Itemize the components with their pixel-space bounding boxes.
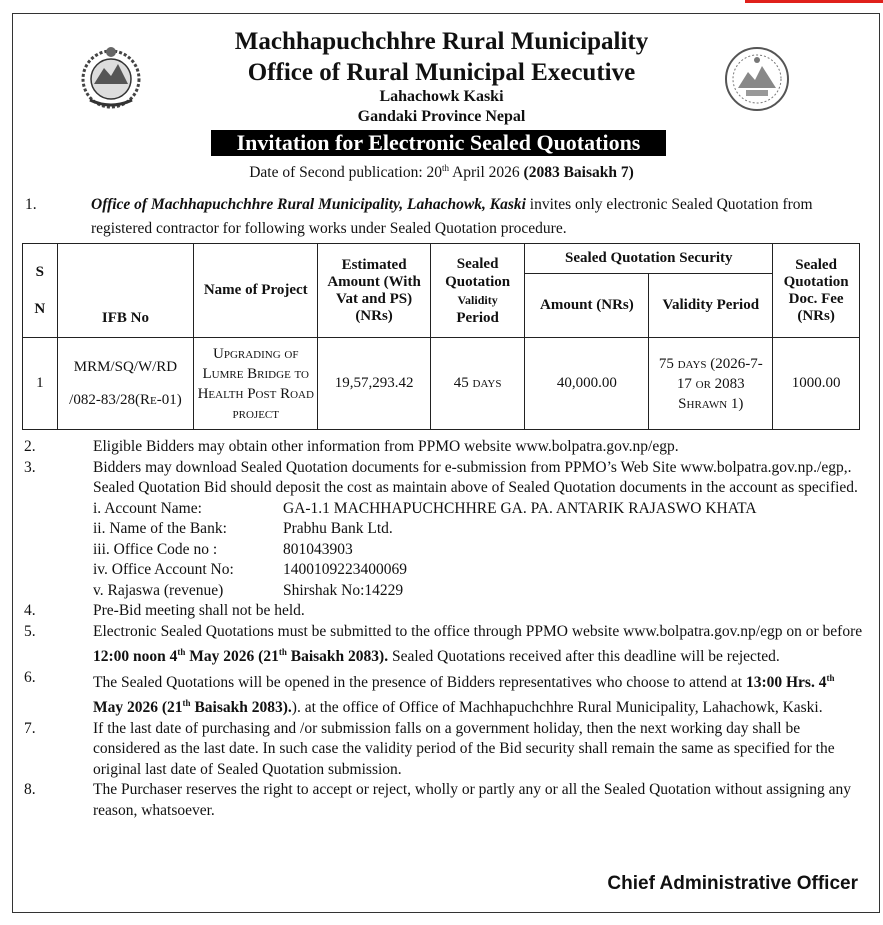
deadline-sup: th — [177, 647, 186, 657]
item-text: Eligible Bidders may obtain other information from PPMO website www.bolpatra.gov.np/egp. — [93, 438, 679, 455]
item-number: 5. — [24, 622, 36, 640]
item-text: If the last date of purchasing and /or submission falls on a government holiday, then the next working day shall be considered as the last date. In such case the validity period of the Bid security shall remain the same as specified for the original last date of Sealed Quotation submission. — [93, 719, 835, 778]
cell-sec-validity: 75 days (2026-7-17 or 2083 Shrawn 1) — [649, 338, 773, 430]
top-accent-bar — [745, 0, 883, 3]
deadline-part: May 2026 (21 — [185, 648, 279, 666]
item-text: ). at the office of Office of Machhapuchchhre Rural Municipality, Lahachowk, Kaski. — [291, 699, 823, 717]
th-validity — [430, 244, 525, 338]
item-number: 1. — [25, 196, 37, 213]
deadline-sup: th — [278, 647, 287, 657]
opening-part: Baisakh 2083). — [190, 699, 292, 717]
item-text: Pre-Bid meeting shall not be held. — [93, 602, 305, 619]
cell-ifb — [57, 338, 194, 430]
cell-ifb-2: /082-83/28(Re-01) — [69, 391, 182, 408]
notice-title-banner: Invitation for Electronic Sealed Quotations — [211, 130, 666, 156]
list-item — [24, 458, 864, 499]
list-item — [24, 622, 864, 668]
account-label: v. Rajaswa (revenue) — [93, 581, 224, 599]
office-name: Office of Rural Municipal Executive — [247, 59, 636, 86]
th-sn — [23, 244, 58, 338]
th-sec-amount: Amount (NRs) — [525, 274, 649, 338]
account-label: iii. Office Code no : — [93, 540, 218, 558]
cell-sec-amount: 40,000.00 — [525, 338, 649, 430]
th-n: N — [34, 300, 46, 317]
pub-sup: th — [442, 163, 450, 173]
item-number: 2. — [24, 438, 36, 455]
deadline-text — [93, 648, 388, 665]
list-item — [24, 668, 864, 719]
signatory-title: Chief Administrative Officer — [607, 873, 858, 894]
account-details — [24, 499, 864, 602]
deadline-part: 12:00 noon 4 — [93, 648, 178, 666]
th-amount: Estimated Amount (With Vat and PS) (NRs) — [318, 244, 431, 338]
conditions-list — [24, 437, 864, 821]
cell-project: Upgrading of Lumre Bridge to Health Post Road project — [194, 338, 318, 430]
province-line: Gandaki Province Nepal — [357, 108, 526, 125]
quotation-table — [22, 243, 860, 430]
intro-text: invites only electronic Sealed Quotation from registered contractor for following works under Sealed Quotation procedure. — [91, 196, 813, 237]
deadline-part: Baisakh 2083). — [286, 648, 389, 666]
th-fee: Sealed Quotation Doc. Fee (NRs) — [773, 244, 860, 338]
th-validity-b: Validity — [457, 292, 498, 307]
item-text: The Sealed Quotations will be opened in the presence of Bidders representatives who choose to attend at — [93, 673, 746, 691]
cell-sn: 1 — [23, 338, 58, 430]
municipality-name: Machhapuchchhre Rural Municipality — [234, 28, 649, 55]
opening-sup: th — [826, 672, 835, 683]
cell-fee: 1000.00 — [773, 338, 860, 430]
item-number: 3. — [24, 458, 36, 476]
cell-validity: 45 days — [430, 338, 525, 430]
account-value: Prabhu Bank Ltd. — [283, 520, 393, 537]
list-item — [24, 437, 864, 458]
item-number: 6. — [24, 668, 36, 686]
th-validity-a: Sealed Quotation — [445, 255, 511, 290]
account-label: i. Account Name: — [93, 499, 202, 517]
cell-ifb-1: MRM/SQ/W/RD — [73, 358, 178, 375]
th-project: Name of Project — [194, 244, 318, 338]
th-sec-validity: Validity Period — [649, 274, 773, 338]
th-ifb: IFB No — [57, 244, 194, 338]
item-text: The Purchaser reserves the right to accept or reject, wholly or partly any or all the Sealed Quotation without assigning any reason, whatsoever. — [93, 781, 851, 819]
opening-part: 13:00 Hrs. 4 — [745, 673, 827, 691]
th-s: S — [35, 263, 44, 280]
item-text: Sealed Quotations received after this deadline will be rejected. — [388, 648, 780, 666]
opening-part: May 2026 (21 — [93, 699, 183, 717]
th-security: Sealed Quotation Security — [525, 244, 773, 274]
account-value: 1400109223400069 — [283, 561, 407, 578]
account-value: Shirshak No:14229 — [283, 581, 404, 599]
account-label: ii. Name of the Bank: — [93, 520, 227, 537]
item-number: 8. — [24, 781, 36, 799]
list-item — [24, 719, 864, 781]
intro-paragraph — [25, 193, 865, 241]
publication-date — [0, 163, 883, 182]
pub-nepali-date: (2083 Baisakh 7) — [523, 164, 634, 182]
item-text: Electronic Sealed Quotations must be submitted to the office through PPMO website www.bolpatra.gov.np/egp on or before — [93, 622, 863, 640]
office-reference: Office of Machhapuchchhre Rural Municipality, Lahachowk, Kaski — [91, 196, 526, 213]
item-number: 7. — [24, 719, 36, 737]
pub-prefix: Date of Second publication: 20 — [249, 164, 443, 182]
pub-date: April 2026 — [449, 164, 524, 182]
cell-amount: 19,57,293.42 — [318, 338, 431, 430]
list-item — [24, 780, 864, 821]
item-number: 4. — [24, 602, 36, 619]
list-item — [24, 601, 864, 622]
location-line: Lahachowk Kaski — [379, 88, 504, 105]
account-value: 801043903 — [283, 540, 353, 558]
table-row — [23, 338, 860, 430]
account-label: iv. Office Account No: — [93, 561, 234, 578]
item-text: Bidders may download Sealed Quotation documents for e-submission from PPMO’s Web Site www.bolpatra.gov.np./egp,. Sealed Quotation Bid should deposit the cost as maintain above of Sealed Quotation documents in the account as specified. — [93, 458, 858, 496]
account-value: GA-1.1 MACHHAPUCHCHHRE GA. PA. ANTARIK RAJASWO KHATA — [283, 499, 757, 517]
th-validity-c: Period — [456, 309, 499, 326]
opening-sup: th — [182, 698, 191, 709]
